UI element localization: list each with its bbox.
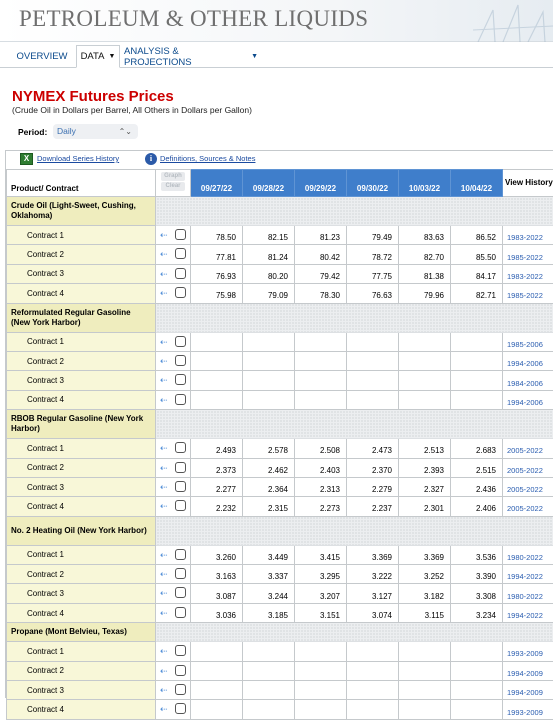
price-cell: 2.364: [243, 477, 295, 496]
price-cell: 2.403: [295, 458, 347, 477]
graph-select-cell: [156, 458, 191, 477]
price-cell: [451, 332, 503, 351]
category-label: Crude Oil (Light-Sweet, Cushing, Oklahoma): [7, 197, 156, 226]
table-row: [7, 264, 553, 283]
price-cell: [347, 661, 399, 680]
price-cell: [243, 351, 295, 370]
category-label: Propane (Mont Belvieu, Texas): [7, 623, 156, 642]
page-subtitle: (Crude Oil in Dollars per Barrel, All Others in Dollars per Gallon): [12, 105, 252, 115]
table-row: [7, 284, 553, 303]
price-cell: [191, 700, 243, 719]
category-label: No. 2 Heating Oil (New York Harbor): [7, 516, 156, 545]
graph-select-cell: [156, 477, 191, 496]
price-cell: 3.182: [399, 584, 451, 603]
price-cell: [451, 700, 503, 719]
contract-label: Contract 1: [7, 226, 156, 245]
info-icon[interactable]: i: [145, 153, 157, 165]
price-cell: 3.074: [347, 603, 399, 622]
price-cell: 2.462: [243, 458, 295, 477]
arrow-left-icon[interactable]: ⇠: [160, 647, 168, 655]
table-row: [7, 565, 553, 584]
category-filler: [156, 623, 553, 642]
view-history-link[interactable]: 2005-2022: [503, 497, 553, 516]
table-row: [7, 332, 553, 351]
graph-checkbox[interactable]: [175, 500, 186, 511]
excel-icon[interactable]: X: [20, 153, 33, 165]
price-cell: 84.17: [451, 264, 503, 283]
table-row: [7, 603, 553, 622]
view-history-link[interactable]: 1985-2022: [503, 245, 553, 264]
view-history-link[interactable]: 1983-2022: [503, 226, 553, 245]
contract-label: Contract 2: [7, 351, 156, 370]
price-cell: 2.683: [451, 439, 503, 458]
price-cell: [347, 390, 399, 409]
table-row: [7, 642, 553, 661]
category-filler: [156, 516, 553, 545]
arrow-left-icon[interactable]: ⇠: [160, 376, 168, 384]
price-cell: 79.42: [295, 264, 347, 283]
price-cell: 3.115: [399, 603, 451, 622]
price-cell: 82.71: [451, 284, 503, 303]
price-cell: 81.23: [295, 226, 347, 245]
price-cell: 2.279: [347, 477, 399, 496]
graph-checkbox[interactable]: [175, 229, 186, 240]
price-cell: 86.52: [451, 226, 503, 245]
view-history-link[interactable]: 1980-2022: [503, 584, 553, 603]
graph-select-cell: [156, 371, 191, 390]
contract-label: Contract 1: [7, 332, 156, 351]
price-cell: 85.50: [451, 245, 503, 264]
category-label: Reformulated Regular Gasoline (New York Harbor): [7, 303, 156, 332]
contract-label: Contract 2: [7, 245, 156, 264]
price-cell: [243, 681, 295, 700]
price-cell: [347, 700, 399, 719]
price-cell: [399, 700, 451, 719]
price-cell: 3.295: [295, 565, 347, 584]
price-cell: [347, 332, 399, 351]
category-label: RBOB Regular Gasoline (New York Harbor): [7, 410, 156, 439]
arrow-left-icon[interactable]: ⇠: [160, 609, 168, 617]
arrow-left-icon[interactable]: ⇠: [160, 464, 168, 472]
graph-button[interactable]: Graph: [161, 172, 185, 181]
tab-data[interactable]: [76, 45, 120, 68]
category-row: [7, 410, 553, 439]
price-cell: 82.15: [243, 226, 295, 245]
arrow-left-icon[interactable]: ⇠: [160, 502, 168, 510]
period-label: Period:: [18, 127, 47, 137]
arrow-left-icon[interactable]: ⇠: [160, 396, 168, 404]
period-select[interactable]: [53, 124, 138, 139]
price-cell: [191, 681, 243, 700]
price-cell: 79.49: [347, 226, 399, 245]
price-cell: [295, 681, 347, 700]
chevron-updown-icon: ⌃⌄: [119, 124, 132, 139]
view-history-link[interactable]: 1980-2022: [503, 545, 553, 564]
table-row: [7, 351, 553, 370]
graph-select-cell: [156, 681, 191, 700]
price-cell: [191, 661, 243, 680]
price-cell: 3.308: [451, 584, 503, 603]
price-cell: 2.327: [399, 477, 451, 496]
view-history-link[interactable]: 1994-2006: [503, 390, 553, 409]
tab-analysis-projections[interactable]: [124, 45, 258, 68]
table-row: [7, 497, 553, 516]
view-history-link[interactable]: 1983-2022: [503, 264, 553, 283]
graph-select-cell: [156, 351, 191, 370]
contract-label: Contract 4: [7, 700, 156, 719]
category-row: [7, 623, 553, 642]
definitions-sources-notes-link[interactable]: Definitions, Sources & Notes: [160, 154, 255, 163]
graph-select-cell: [156, 700, 191, 719]
price-cell: 3.369: [347, 545, 399, 564]
view-history-link[interactable]: 2005-2022: [503, 477, 553, 496]
view-history-link[interactable]: 2005-2022: [503, 458, 553, 477]
arrow-left-icon[interactable]: ⇠: [160, 483, 168, 491]
price-cell: [295, 332, 347, 351]
price-cell: 2.578: [243, 439, 295, 458]
price-cell: [243, 642, 295, 661]
category-row: [7, 197, 553, 226]
price-cell: 2.436: [451, 477, 503, 496]
download-series-history-link[interactable]: Download Series History: [37, 154, 119, 163]
price-cell: 82.70: [399, 245, 451, 264]
graph-checkbox[interactable]: [175, 587, 186, 598]
graph-checkbox[interactable]: [175, 462, 186, 473]
price-cell: 3.234: [451, 603, 503, 622]
price-cell: [295, 700, 347, 719]
price-cell: [451, 390, 503, 409]
price-cell: [243, 332, 295, 351]
main-nav: [0, 42, 553, 68]
contract-label: Contract 4: [7, 603, 156, 622]
banner-title: PETROLEUM & OTHER LIQUIDS: [19, 6, 368, 32]
price-cell: 2.315: [243, 497, 295, 516]
graph-checkbox[interactable]: [175, 607, 186, 618]
view-history-link[interactable]: 1993-2009: [503, 642, 553, 661]
graph-select-cell: [156, 332, 191, 351]
price-cell: 2.508: [295, 439, 347, 458]
price-cell: [191, 332, 243, 351]
price-cell: [399, 681, 451, 700]
header-row: [7, 170, 553, 197]
graph-checkbox[interactable]: [175, 481, 186, 492]
caret-down-icon: ▼: [109, 53, 116, 60]
date-header: 09/28/22: [243, 170, 295, 197]
graph-checkbox[interactable]: [175, 374, 186, 385]
table-row: [7, 661, 553, 680]
price-cell: [451, 661, 503, 680]
arrow-left-icon[interactable]: ⇠: [160, 289, 168, 297]
view-history-link[interactable]: 1984-2006: [503, 371, 553, 390]
tab-label: ANALYSIS & PROJECTIONS: [124, 46, 247, 68]
tab-label: OVERVIEW: [16, 51, 67, 62]
table-row: [7, 681, 553, 700]
price-cell: [295, 390, 347, 409]
price-cell: [191, 390, 243, 409]
price-cell: [347, 351, 399, 370]
arrow-left-icon[interactable]: ⇠: [160, 231, 168, 239]
price-cell: [451, 351, 503, 370]
price-cell: 2.313: [295, 477, 347, 496]
contract-label: Contract 2: [7, 565, 156, 584]
price-cell: [399, 661, 451, 680]
price-cell: 2.373: [191, 458, 243, 477]
price-cell: 3.151: [295, 603, 347, 622]
price-cell: 3.163: [191, 565, 243, 584]
table-row: [7, 226, 553, 245]
graph-select-cell: [156, 245, 191, 264]
price-cell: 76.93: [191, 264, 243, 283]
price-cell: 2.370: [347, 458, 399, 477]
graph-clear-header: [156, 170, 191, 197]
price-cell: [347, 642, 399, 661]
price-cell: 2.406: [451, 497, 503, 516]
price-cell: 76.63: [347, 284, 399, 303]
arrow-left-icon[interactable]: ⇠: [160, 444, 168, 452]
caret-down-icon: ▼: [251, 53, 258, 60]
contract-label: Contract 1: [7, 545, 156, 564]
price-cell: 78.30: [295, 284, 347, 303]
site-banner: [0, 0, 553, 42]
graph-checkbox[interactable]: [175, 684, 186, 695]
arrow-left-icon[interactable]: ⇠: [160, 270, 168, 278]
graph-checkbox[interactable]: [175, 336, 186, 347]
price-cell: 3.244: [243, 584, 295, 603]
graph-select-cell: [156, 226, 191, 245]
graph-checkbox[interactable]: [175, 703, 186, 714]
price-cell: 83.63: [399, 226, 451, 245]
price-cell: [399, 332, 451, 351]
graph-select-cell: [156, 603, 191, 622]
view-history-link[interactable]: 1994-2022: [503, 603, 553, 622]
price-cell: [451, 681, 503, 700]
price-cell: 75.98: [191, 284, 243, 303]
contract-label: Contract 2: [7, 458, 156, 477]
category-filler: [156, 410, 553, 439]
price-cell: 79.96: [399, 284, 451, 303]
price-cell: 77.81: [191, 245, 243, 264]
price-cell: 77.75: [347, 264, 399, 283]
price-cell: 3.036: [191, 603, 243, 622]
table-row: [7, 458, 553, 477]
graph-checkbox[interactable]: [175, 394, 186, 405]
contract-label: Contract 3: [7, 371, 156, 390]
price-cell: 3.222: [347, 565, 399, 584]
price-cell: 81.24: [243, 245, 295, 264]
graph-select-cell: [156, 584, 191, 603]
price-cell: 81.38: [399, 264, 451, 283]
graph-checkbox[interactable]: [175, 287, 186, 298]
price-cell: [399, 351, 451, 370]
arrow-left-icon[interactable]: ⇠: [160, 338, 168, 346]
graph-select-cell: [156, 439, 191, 458]
price-cell: 3.260: [191, 545, 243, 564]
graph-checkbox[interactable]: [175, 268, 186, 279]
pipeline-graphic-icon: [473, 0, 553, 42]
arrow-left-icon[interactable]: ⇠: [160, 570, 168, 578]
arrow-left-icon[interactable]: ⇠: [160, 667, 168, 675]
arrow-left-icon[interactable]: ⇠: [160, 589, 168, 597]
price-cell: [295, 642, 347, 661]
price-cell: [451, 371, 503, 390]
price-cell: [347, 371, 399, 390]
price-cell: 2.277: [191, 477, 243, 496]
contract-label: Contract 4: [7, 497, 156, 516]
price-cell: [191, 351, 243, 370]
price-cell: 2.237: [347, 497, 399, 516]
price-cell: [295, 371, 347, 390]
page-title: NYMEX Futures Prices: [12, 88, 174, 105]
view-history-link[interactable]: 1994-2009: [503, 661, 553, 680]
table-row: [7, 545, 553, 564]
contract-label: Contract 1: [7, 439, 156, 458]
category-row: [7, 303, 553, 332]
contract-label: Contract 3: [7, 477, 156, 496]
contract-label: Contract 3: [7, 681, 156, 700]
contract-label: Contract 4: [7, 390, 156, 409]
date-header: 10/03/22: [399, 170, 451, 197]
price-cell: 80.20: [243, 264, 295, 283]
price-cell: 3.369: [399, 545, 451, 564]
clear-button[interactable]: Clear: [161, 182, 185, 191]
price-cell: 3.087: [191, 584, 243, 603]
date-header: 09/29/22: [295, 170, 347, 197]
price-cell: 79.09: [243, 284, 295, 303]
arrow-left-icon[interactable]: ⇠: [160, 551, 168, 559]
category-filler: [156, 197, 553, 226]
price-cell: 80.42: [295, 245, 347, 264]
product-contract-header: Product/ Contract: [7, 170, 156, 197]
price-cell: [347, 681, 399, 700]
price-cell: 2.301: [399, 497, 451, 516]
table-row: [7, 700, 553, 719]
arrow-left-icon[interactable]: ⇠: [160, 250, 168, 258]
tab-label: DATA: [81, 51, 105, 62]
graph-checkbox[interactable]: [175, 665, 186, 676]
price-cell: 2.232: [191, 497, 243, 516]
price-cell: [399, 642, 451, 661]
graph-select-cell: [156, 661, 191, 680]
price-cell: 2.515: [451, 458, 503, 477]
graph-select-cell: [156, 642, 191, 661]
date-header: 09/30/22: [347, 170, 399, 197]
table-row: [7, 584, 553, 603]
table-row: [7, 477, 553, 496]
prices-table: [6, 169, 553, 720]
table-row: [7, 245, 553, 264]
view-history-link[interactable]: 1985-2006: [503, 332, 553, 351]
table-row: [7, 390, 553, 409]
graph-checkbox[interactable]: [175, 549, 186, 560]
links-bar: [6, 151, 553, 169]
category-row: [7, 516, 553, 545]
contract-label: Contract 3: [7, 264, 156, 283]
graph-checkbox[interactable]: [175, 442, 186, 453]
price-cell: [243, 371, 295, 390]
date-header: 10/04/22: [451, 170, 503, 197]
price-cell: [295, 661, 347, 680]
contract-label: Contract 2: [7, 661, 156, 680]
view-history-link[interactable]: 1993-2009: [503, 700, 553, 719]
graph-select-cell: [156, 545, 191, 564]
price-cell: 78.72: [347, 245, 399, 264]
price-cell: 3.536: [451, 545, 503, 564]
category-filler: [156, 303, 553, 332]
graph-checkbox[interactable]: [175, 355, 186, 366]
table-row: [7, 371, 553, 390]
price-cell: 3.185: [243, 603, 295, 622]
price-cell: 2.473: [347, 439, 399, 458]
graph-checkbox[interactable]: [175, 248, 186, 259]
table-body: [7, 197, 553, 720]
price-cell: 3.390: [451, 565, 503, 584]
price-cell: 2.513: [399, 439, 451, 458]
period-selected-value: Daily: [57, 126, 76, 136]
graph-select-cell: [156, 264, 191, 283]
arrow-left-icon[interactable]: ⇠: [160, 705, 168, 713]
graph-checkbox[interactable]: [175, 645, 186, 656]
date-header: 09/27/22: [191, 170, 243, 197]
contract-label: Contract 1: [7, 642, 156, 661]
contract-label: Contract 3: [7, 584, 156, 603]
price-cell: 3.449: [243, 545, 295, 564]
graph-select-cell: [156, 390, 191, 409]
view-history-link[interactable]: 1994-2009: [503, 681, 553, 700]
price-cell: [451, 642, 503, 661]
view-history-link[interactable]: 1994-2006: [503, 351, 553, 370]
view-history-header: View History: [503, 170, 553, 197]
graph-select-cell: [156, 497, 191, 516]
view-history-link[interactable]: 2005-2022: [503, 439, 553, 458]
price-cell: [191, 371, 243, 390]
view-history-link[interactable]: 1985-2022: [503, 284, 553, 303]
price-cell: 3.415: [295, 545, 347, 564]
price-cell: [191, 642, 243, 661]
price-cell: 3.252: [399, 565, 451, 584]
contract-label: Contract 4: [7, 284, 156, 303]
arrow-left-icon[interactable]: ⇠: [160, 357, 168, 365]
price-cell: 3.207: [295, 584, 347, 603]
price-cell: [243, 661, 295, 680]
price-cell: 2.273: [295, 497, 347, 516]
graph-select-cell: [156, 565, 191, 584]
price-cell: [399, 371, 451, 390]
price-cell: 3.337: [243, 565, 295, 584]
table-row: [7, 439, 553, 458]
price-cell: [243, 700, 295, 719]
price-cell: [295, 351, 347, 370]
tab-overview[interactable]: [12, 45, 72, 68]
graph-select-cell: [156, 284, 191, 303]
price-cell: 3.127: [347, 584, 399, 603]
price-cell: [243, 390, 295, 409]
price-cell: 78.50: [191, 226, 243, 245]
view-history-link[interactable]: 1994-2022: [503, 565, 553, 584]
arrow-left-icon[interactable]: ⇠: [160, 686, 168, 694]
price-cell: [399, 390, 451, 409]
price-cell: 2.493: [191, 439, 243, 458]
data-table-container: [5, 150, 553, 698]
price-cell: 2.393: [399, 458, 451, 477]
graph-checkbox[interactable]: [175, 568, 186, 579]
